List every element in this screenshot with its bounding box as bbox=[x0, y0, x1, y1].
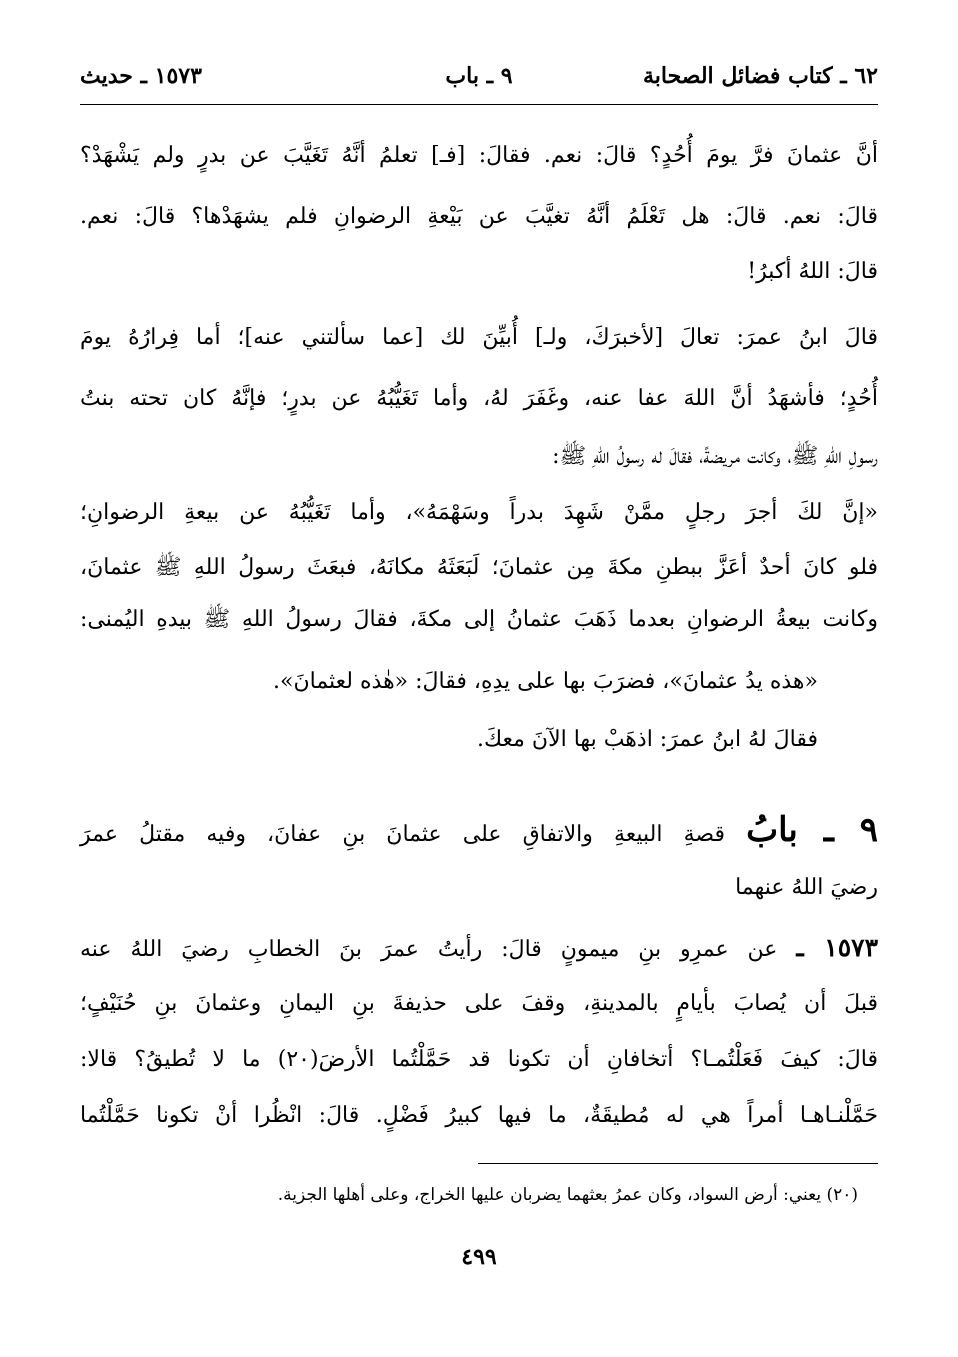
header-rule bbox=[80, 104, 878, 105]
header-book-title: ٦٢ ـ كتاب فضائل الصحابة bbox=[642, 63, 878, 89]
text-line: فلو كانَ أحدٌ أعَزَّ ببطنِ مكةَ مِن عثمانَ؛ لَبَعَثَهُ مكانَهُ، فبعَثَ رسولُ اللهِ ﷺ عثمانَ، bbox=[80, 555, 878, 580]
running-header bbox=[80, 56, 878, 96]
hadith-text: عن عمرِو بنِ ميمونٍ قالَ: رأيتُ عمرَ بنَ الخطابِ رضيَ اللهُ عنه bbox=[80, 937, 778, 962]
text-line: قالَ ابنُ عمرَ: تعالَ [لأخبرَكَ، ولـ] أُبيِّنَ لك [عما سألتني عنه]؛ أما فِرارُهُ يومَ bbox=[80, 325, 878, 350]
text-line: قالَ: كيفَ فَعَلْتُمـا؟ أتخافانِ أن تكونا قد حَمَّلْتُما الأرضَ(٢٠) ما لا تُطيقُ؟ قالا: bbox=[80, 1047, 878, 1072]
text-line: «هذه يدُ عثمانَ»، فضرَبَ بها على يدِهِ، فقالَ: «هٰذه لعثمانَ». bbox=[273, 669, 818, 694]
hadith-first-line bbox=[80, 928, 878, 970]
header-hadith-number: ١٥٧٣ ـ حديث bbox=[80, 63, 202, 89]
chapter-label: ٩ ـ بابُ bbox=[746, 810, 878, 850]
footnote-rule bbox=[478, 1163, 878, 1164]
text-line: قبلَ أن يُصابَ بأيامٍ بالمدينةِ، وقفَ على حذيفةَ بنِ اليمانِ وعثمانَ بنِ حُنَيْفٍ؛ bbox=[80, 991, 878, 1016]
footnote: (٢٠) يعني: أرض السواد، وكان عمرُ بعثهما يضربان عليها الخراج، وعلى أهلها الجزية. bbox=[277, 1185, 858, 1205]
text-line: وكانت بيعةُ الرضوانِ بعدما ذَهَبَ عثمانُ إلى مكةَ، فقالَ رسولُ اللهِ ﷺ بيدهِ اليُمنى: bbox=[80, 607, 878, 632]
text-line: حَمَّلْنـاهـا أمراً هي له مُطيقَةٌ، ما فيها كبيرُ فَضْلٍ. قالَ: انْظُرا أنْ تكونا حَمَّلْتُما bbox=[80, 1103, 879, 1128]
text-line: فقالَ لهُ ابنُ عمرَ: اذهَبْ بها الآنَ معكَ. bbox=[477, 727, 818, 752]
text-line: أنَّ عثمانَ فرَّ يومَ أُحُدٍ؟ قالَ: نعم. فقالَ: [فـ] تعلمُ أنَّهُ تَغَيَّبَ عن بدرٍ ولم يَشْهَدْ؟ bbox=[80, 143, 878, 168]
chapter-title: قصةِ البيعةِ والاتفاقِ على عثمانَ بنِ عفانَ، وفيه مقتلُ عمرَ bbox=[80, 822, 725, 847]
chapter-heading bbox=[80, 810, 878, 855]
hadith-number: ١٥٧٣ ـ bbox=[796, 933, 878, 962]
chapter-title-continued: رضيَ اللهُ عنهما bbox=[735, 875, 878, 900]
page-number: ٤٩٩ bbox=[461, 1244, 497, 1270]
text-line: «إنَّ لكَ أجرَ رجلٍ ممَّنْ شَهِدَ بدراً وسَهْمَهُ»، وأما تَغَيُّبُهُ عن بيعةِ الرضوانِ؛ bbox=[80, 500, 878, 525]
text-line: أُحُدٍ؛ فأشهَدُ أنَّ اللهَ عفا عنه، وغَفَرَ لهُ، وأما تَغَيُّبُهُ عن بدرٍ؛ فإنَّهُ كان تحته بنتُ bbox=[80, 386, 878, 411]
text-line: رسولِ اللهِ ﷺ، وكانت مريضةً، فقالَ له رسولُ اللهِ ﷺ: bbox=[552, 444, 878, 469]
text-line: قالَ: نعم. قالَ: هل تَعْلَمُ أنَّهُ تغيَّبَ عن بَيْعةِ الرضوانِ فلم يشهَدْها؟ قالَ: نعم. bbox=[80, 204, 878, 229]
text-line: قالَ: اللهُ أكبرُ! bbox=[747, 259, 878, 284]
header-chapter: ٩ ـ باب bbox=[445, 63, 513, 89]
